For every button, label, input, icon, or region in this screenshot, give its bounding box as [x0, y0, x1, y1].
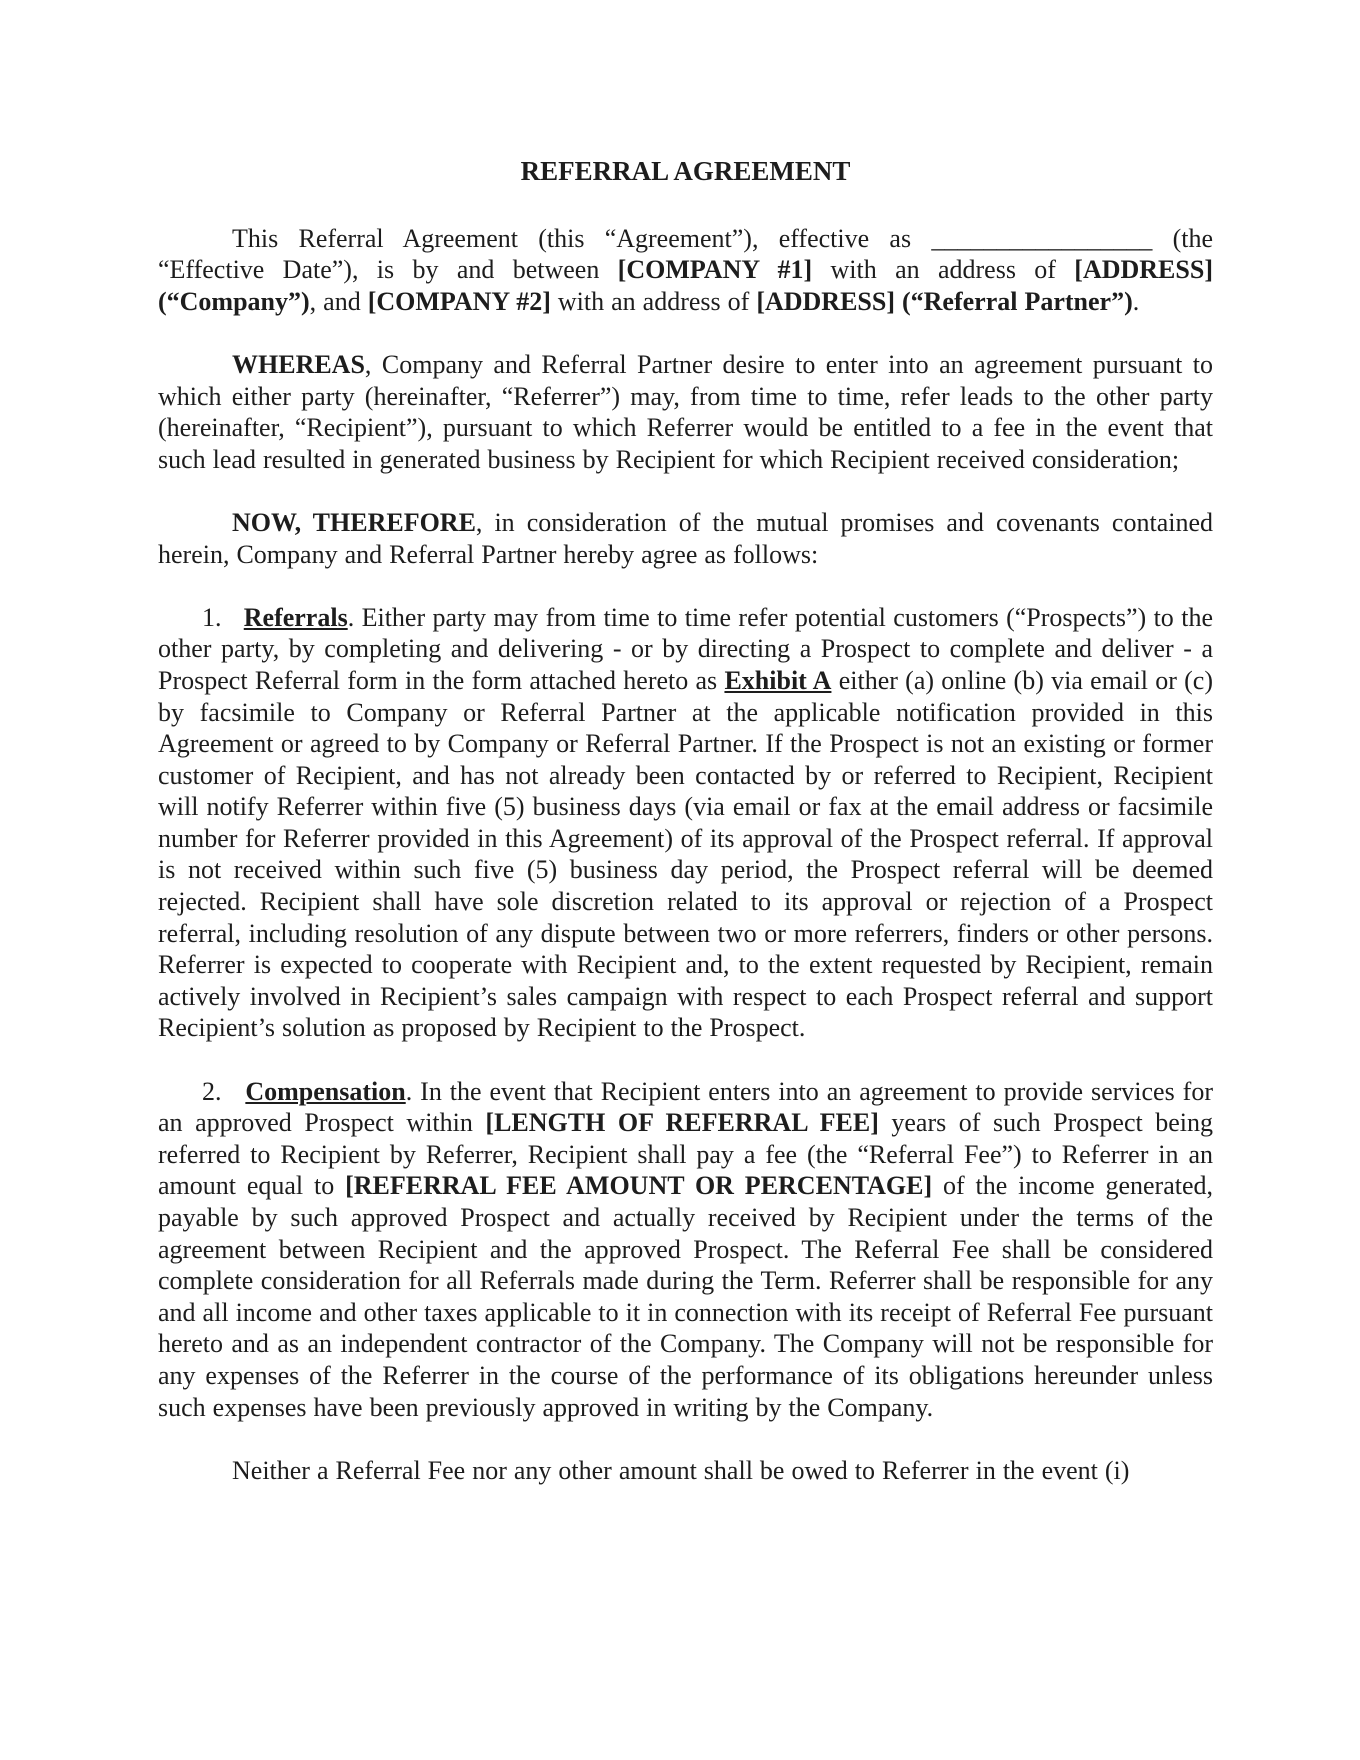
text-run: [REFERRAL FEE AMOUNT OR PERCENTAGE]	[345, 1171, 933, 1201]
text-run: , Company and Referral Partner desire to enter into an agreement pursuant to which either party (hereinafter, “Referrer”) may, from time to time, refer leads to the other party (hereinafter, “Recipient”), pursuant to which Referrer would be entitled to a fee in the event that such lead resulted in generated business by Recipient for which Recipient received consideration;	[158, 349, 1213, 474]
text-run: , in consideration of the mutual promises and covenants contained herein, Company and Referral Partner hereby agree as follows:	[158, 507, 1213, 569]
fill-in-blank: _________________	[931, 223, 1153, 253]
text-run: Compensation	[245, 1076, 406, 1106]
text-run: either (a) online (b) via email or (c) by facsimile to Company or Referral Partner at the applicable notification provided in this Agreement or agreed to by Company or Referral Partner. If the Prospect is not an existing or former customer of Recipient, and has not already been contacted by or referred to Recipient, Recipient will notify Referrer within five (5) business days (via email or fax at the email address or facsimile number for Referrer provided in this Agreement) of its approval of the Prospect referral. If approval is not received within such five (5) business day period, the Prospect referral will be deemed rejected. Recipient shall have sole discretion related to its approval or rejection of a Prospect referral, including resolution of any dispute between two or more referrers, finders or other persons. Referrer is expected to cooperate with Recipient and, to the extent requested by Recipient, remain actively involved in Recipient’s sales campaign with respect to each Prospect referral and support Recipient’s solution as proposed by Recipient to the Prospect.	[158, 665, 1213, 1043]
text-run: with an address of	[550, 286, 757, 316]
paragraph-whereas	[158, 349, 1213, 475]
section-compensation	[158, 1076, 1213, 1424]
paragraph-closing	[158, 1455, 1213, 1487]
paragraph-intro	[158, 223, 1213, 318]
text-run: Referrals	[243, 602, 348, 632]
text-run: [COMPANY #1]	[617, 255, 813, 285]
text-run: [LENGTH OF REFERRAL FEE]	[485, 1108, 879, 1138]
document-title: REFERRAL AGREEMENT	[520, 156, 851, 186]
text-run: NOW, THEREFORE	[232, 507, 476, 537]
text-run: 2.	[202, 1076, 246, 1106]
text-run: years of such Prospect being referred to Recipient by Referrer, Recipient shall pay a fee (the “Referral Fee”) to Referrer in an amount equal to	[158, 1108, 1213, 1201]
text-run: with an address of	[812, 255, 1075, 285]
text-run: . In the event that Recipient enters into an agreement to provide services for an approved Prospect within	[158, 1076, 1213, 1138]
text-run: [ADDRESS] (“Referral Partner”)	[756, 286, 1133, 316]
text-run: 1.	[202, 602, 244, 632]
text-run: . Either party may from time to time refer potential customers (“Prospects”) to the other party, by completing and delivering - or by directing a Prospect to complete and deliver - a Prospect Referral form in the form attached hereto as	[158, 602, 1213, 695]
text-run: WHEREAS	[232, 349, 365, 379]
text-run: Exhibit A	[724, 665, 832, 695]
text-run: [ADDRESS] (“Company”)	[158, 255, 1213, 316]
text-run: [COMPANY #2]	[367, 286, 551, 316]
text-run: Neither a Referral Fee nor any other amount shall be owed to Referrer in the event (i)	[232, 1455, 1130, 1485]
text-run: (the “Effective Date”), is by and between	[158, 223, 1214, 285]
text-run: of the income generated, payable by such approved Prospect and actually received by Recipient under the terms of the agreement between Recipient and the approved Prospect. The Referral Fee shall be considered complete consideration for all Referrals made during the Term. Referrer shall be responsible for any and all income and other taxes applicable to it in connection with its receipt of Referral Fee pursuant hereto and as an independent contractor of the Company. The Company will not be responsible for any expenses of the Referrer in the course of the performance of its obligations hereunder unless such expenses have been previously approved in writing by the Company.	[158, 1171, 1214, 1422]
paragraph-now-therefore	[158, 507, 1213, 570]
section-referrals	[158, 602, 1213, 1044]
text-run: .	[1132, 286, 1140, 316]
text-run: This Referral Agreement (this “Agreement”), effective as	[232, 223, 932, 253]
text-run: , and	[309, 286, 368, 316]
